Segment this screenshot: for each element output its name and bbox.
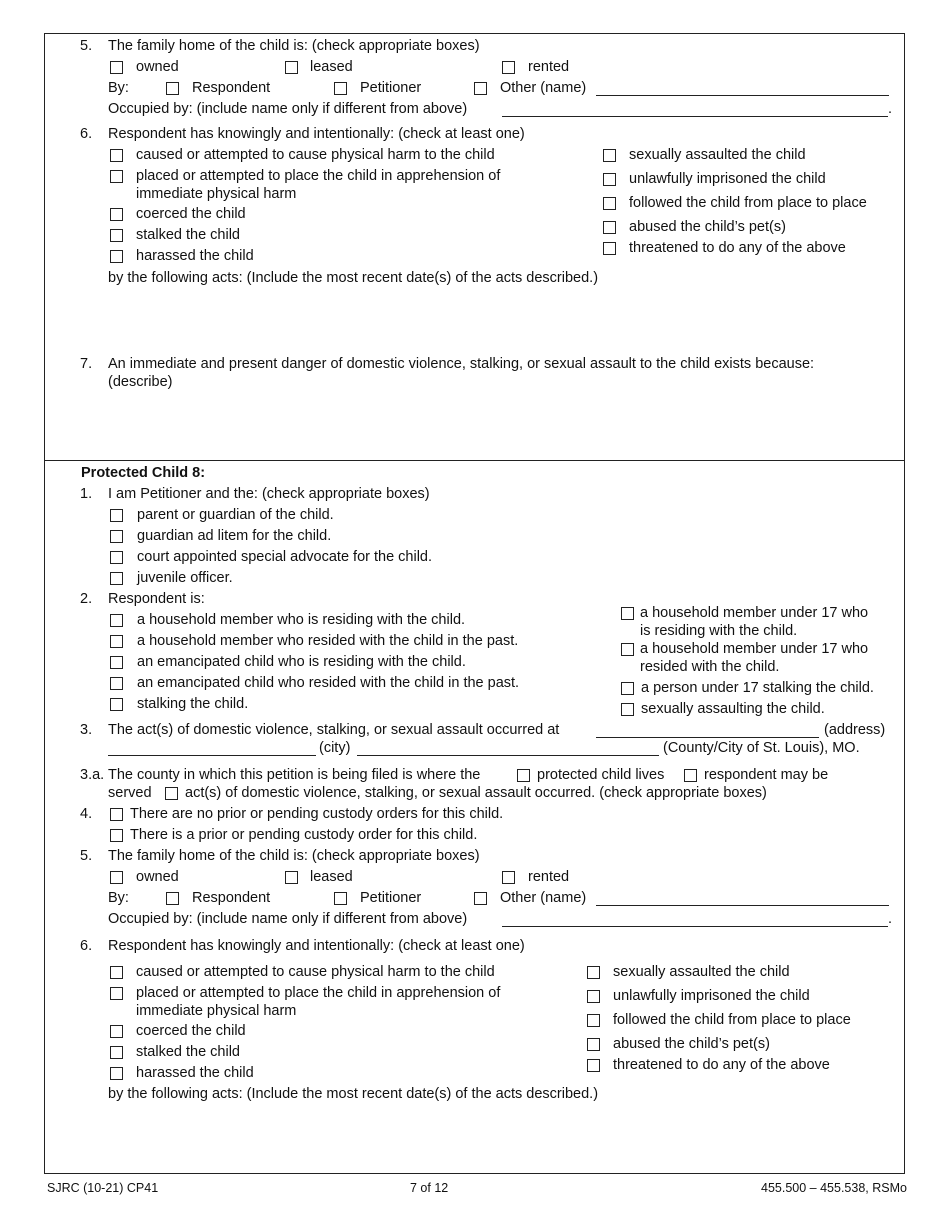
- checkbox-label: Other (name): [500, 890, 587, 906]
- checkbox-label: an emancipated child who resided with the child in the past.: [137, 675, 520, 691]
- question-text: The county in which this petition is being filed is where the: [108, 767, 481, 783]
- owned-checkbox[interactable]: [110, 871, 123, 884]
- checkbox-label-continued: immediate physical harm: [136, 186, 297, 202]
- by-label: By:: [108, 80, 129, 96]
- child-lives-checkbox[interactable]: [517, 769, 530, 782]
- other-name-field[interactable]: [596, 905, 889, 906]
- pet-abuse-checkbox[interactable]: [603, 221, 616, 234]
- checkbox-label: stalked the child: [136, 227, 240, 243]
- checkbox-label: leased: [310, 869, 353, 885]
- question-text: The act(s) of domestic violence, stalking, or sexual assault occurred at: [108, 722, 560, 738]
- checkbox-label: leased: [310, 59, 353, 75]
- other-name-field[interactable]: [596, 95, 889, 96]
- address-field[interactable]: [596, 737, 819, 738]
- field-caption: (address): [824, 722, 886, 738]
- apprehension-checkbox[interactable]: [110, 987, 123, 1000]
- checkbox-label: coerced the child: [136, 1023, 246, 1039]
- harassed-checkbox[interactable]: [110, 250, 123, 263]
- by-label: By:: [108, 890, 129, 906]
- guardian-ad-litem-checkbox[interactable]: [110, 530, 123, 543]
- respondent-checkbox[interactable]: [166, 82, 179, 95]
- checkbox-label: owned: [136, 869, 179, 885]
- checkbox-label: Petitioner: [360, 80, 422, 96]
- question-text: The family home of the child is: (check appropriate boxes): [108, 38, 480, 54]
- item-number: 6.: [80, 126, 93, 142]
- question-text: I am Petitioner and the: (check appropriate boxes): [108, 486, 430, 502]
- no-custody-orders-checkbox[interactable]: [110, 808, 123, 821]
- item-number: 2.: [80, 591, 93, 607]
- owned-checkbox[interactable]: [110, 61, 123, 74]
- occupied-label: Occupied by: (include name only if different from above): [108, 101, 468, 117]
- question-text: Respondent has knowingly and intentionally: (check at least one): [108, 938, 525, 954]
- checkbox-label: harassed the child: [136, 1065, 254, 1081]
- checkbox-label: stalking the child.: [137, 696, 249, 712]
- checkbox-label: Respondent: [192, 80, 271, 96]
- occupied-by-field[interactable]: [502, 116, 888, 117]
- checkbox-label: guardian ad litem for the child.: [137, 528, 332, 544]
- checkbox-label: sexually assaulted the child: [613, 964, 790, 980]
- checkbox-label: rented: [528, 869, 570, 885]
- checkbox-label: placed or attempted to place the child in apprehension of: [136, 168, 501, 184]
- custody-order-checkbox[interactable]: [110, 829, 123, 842]
- household-residing-checkbox[interactable]: [110, 614, 123, 627]
- checkbox-label: caused or attempted to cause physical harm to the child: [136, 147, 495, 163]
- stalked-checkbox[interactable]: [110, 229, 123, 242]
- item-number: 3.: [80, 722, 93, 738]
- occupied-by-field[interactable]: [502, 926, 888, 927]
- coerced-checkbox[interactable]: [110, 1025, 123, 1038]
- section-heading: Protected Child 8:: [81, 465, 206, 481]
- checkbox-label: a household member under 17 who: [640, 605, 869, 621]
- field-period: .: [888, 911, 893, 927]
- acts-instruction: by the following acts: (Include the most recent date(s) of the acts described.): [108, 270, 599, 286]
- item-number: 6.: [80, 938, 93, 954]
- emancipated-residing-checkbox[interactable]: [110, 656, 123, 669]
- checkbox-label: placed or attempted to place the child in apprehension of: [136, 985, 501, 1001]
- sexually-assaulted-checkbox[interactable]: [587, 966, 600, 979]
- respondent-served-checkbox[interactable]: [684, 769, 697, 782]
- item-number: 7.: [80, 356, 93, 372]
- stalking-checkbox[interactable]: [110, 698, 123, 711]
- section-divider: [44, 460, 905, 461]
- checkbox-label: abused the child’s pet(s): [629, 219, 786, 235]
- respondent-checkbox[interactable]: [166, 892, 179, 905]
- juvenile-officer-checkbox[interactable]: [110, 572, 123, 585]
- checkbox-label: a person under 17 stalking the child.: [641, 680, 874, 696]
- petitioner-checkbox[interactable]: [334, 82, 347, 95]
- imprisoned-checkbox[interactable]: [587, 990, 600, 1003]
- stalked-checkbox[interactable]: [110, 1046, 123, 1059]
- pet-abuse-checkbox[interactable]: [587, 1038, 600, 1051]
- item-number: 5.: [80, 848, 93, 864]
- question-text: Respondent has knowingly and intentionally: (check at least one): [108, 126, 525, 142]
- question-text-continued: served: [108, 785, 152, 801]
- question-text: Respondent is:: [108, 591, 205, 607]
- checkbox-label: a household member who is residing with the child.: [137, 612, 466, 628]
- field-caption: (County/City of St. Louis), MO.: [663, 740, 860, 756]
- acts-instruction: by the following acts: (Include the most recent date(s) of the acts described.): [108, 1086, 599, 1102]
- field-period: .: [888, 101, 893, 117]
- question-text: An immediate and present danger of domestic violence, stalking, or sexual assault to the child exists because:: [108, 356, 815, 372]
- checkbox-label: court appointed special advocate for the child.: [137, 549, 433, 565]
- checkbox-label: a household member who resided with the child in the past.: [137, 633, 519, 649]
- under17-stalking-checkbox[interactable]: [621, 682, 634, 695]
- item-number: 1.: [80, 486, 93, 502]
- question-text: The family home of the child is: (check appropriate boxes): [108, 848, 480, 864]
- checkbox-label-continued: resided with the child.: [640, 659, 780, 675]
- under17-assaulting-checkbox[interactable]: [621, 703, 634, 716]
- checkbox-label: unlawfully imprisoned the child: [629, 171, 826, 187]
- checkbox-label: act(s) of domestic violence, stalking, or sexual assault occurred. (check appropriate boxes): [185, 785, 767, 801]
- checkbox-label: unlawfully imprisoned the child: [613, 988, 810, 1004]
- checkbox-label: There are no prior or pending custody orders for this child.: [130, 806, 504, 822]
- other-checkbox[interactable]: [474, 892, 487, 905]
- imprisoned-checkbox[interactable]: [603, 173, 616, 186]
- harassed-checkbox[interactable]: [110, 1067, 123, 1080]
- checkbox-label: sexually assaulted the child: [629, 147, 806, 163]
- checkbox-label: followed the child from place to place: [629, 195, 867, 211]
- checkbox-label: There is a prior or pending custody order for this child.: [130, 827, 478, 843]
- statute-reference: 455.500 – 455.538, RSMo: [761, 1181, 907, 1195]
- checkbox-label: threatened to do any of the above: [629, 240, 846, 256]
- checkbox-label: sexually assaulting the child.: [641, 701, 825, 717]
- followed-checkbox[interactable]: [603, 197, 616, 210]
- emancipated-resided-checkbox[interactable]: [110, 677, 123, 690]
- acts-occurred-checkbox[interactable]: [165, 787, 178, 800]
- leased-checkbox[interactable]: [285, 61, 298, 74]
- rented-checkbox[interactable]: [502, 61, 515, 74]
- physical-harm-checkbox[interactable]: [110, 149, 123, 162]
- threatened-checkbox[interactable]: [603, 242, 616, 255]
- coerced-checkbox[interactable]: [110, 208, 123, 221]
- field-caption: (city): [319, 740, 351, 756]
- item-number: 4.: [80, 806, 93, 822]
- threatened-checkbox[interactable]: [587, 1059, 600, 1072]
- checkbox-label: caused or attempted to cause physical harm to the child: [136, 964, 495, 980]
- county-field[interactable]: [357, 755, 659, 756]
- checkbox-label: Other (name): [500, 80, 587, 96]
- item-number: 3.a.: [80, 767, 105, 783]
- checkbox-label: Respondent: [192, 890, 271, 906]
- checkbox-label: respondent may be: [704, 767, 829, 783]
- petitioner-checkbox[interactable]: [334, 892, 347, 905]
- checkbox-label: abused the child’s pet(s): [613, 1036, 770, 1052]
- checkbox-label-continued: immediate physical harm: [136, 1003, 297, 1019]
- checkbox-label: juvenile officer.: [137, 570, 233, 586]
- rented-checkbox[interactable]: [502, 871, 515, 884]
- checkbox-label: stalked the child: [136, 1044, 240, 1060]
- physical-harm-checkbox[interactable]: [110, 966, 123, 979]
- leased-checkbox[interactable]: [285, 871, 298, 884]
- page-number: 7 of 12: [410, 1181, 449, 1195]
- checkbox-label: coerced the child: [136, 206, 246, 222]
- form-id: SJRC (10-21) CP41: [47, 1181, 159, 1195]
- question-text-continued: (describe): [108, 374, 173, 390]
- checkbox-label: rented: [528, 59, 570, 75]
- checkbox-label: a household member under 17 who: [640, 641, 869, 657]
- city-field[interactable]: [108, 755, 316, 756]
- apprehension-checkbox[interactable]: [110, 170, 123, 183]
- checkbox-label-continued: is residing with the child.: [640, 623, 798, 639]
- parent-guardian-checkbox[interactable]: [110, 509, 123, 522]
- under17-residing-checkbox[interactable]: [621, 607, 634, 620]
- checkbox-label: threatened to do any of the above: [613, 1057, 830, 1073]
- checkbox-label: protected child lives: [537, 767, 665, 783]
- under17-resided-checkbox[interactable]: [621, 643, 634, 656]
- checkbox-label: owned: [136, 59, 179, 75]
- checkbox-label: Petitioner: [360, 890, 422, 906]
- checkbox-label: parent or guardian of the child.: [137, 507, 334, 523]
- household-resided-checkbox[interactable]: [110, 635, 123, 648]
- other-checkbox[interactable]: [474, 82, 487, 95]
- checkbox-label: harassed the child: [136, 248, 254, 264]
- occupied-label: Occupied by: (include name only if different from above): [108, 911, 468, 927]
- casa-checkbox[interactable]: [110, 551, 123, 564]
- followed-checkbox[interactable]: [587, 1014, 600, 1027]
- checkbox-label: an emancipated child who is residing with the child.: [137, 654, 466, 670]
- item-number: 5.: [80, 38, 93, 54]
- checkbox-label: followed the child from place to place: [613, 1012, 851, 1028]
- sexually-assaulted-checkbox[interactable]: [603, 149, 616, 162]
